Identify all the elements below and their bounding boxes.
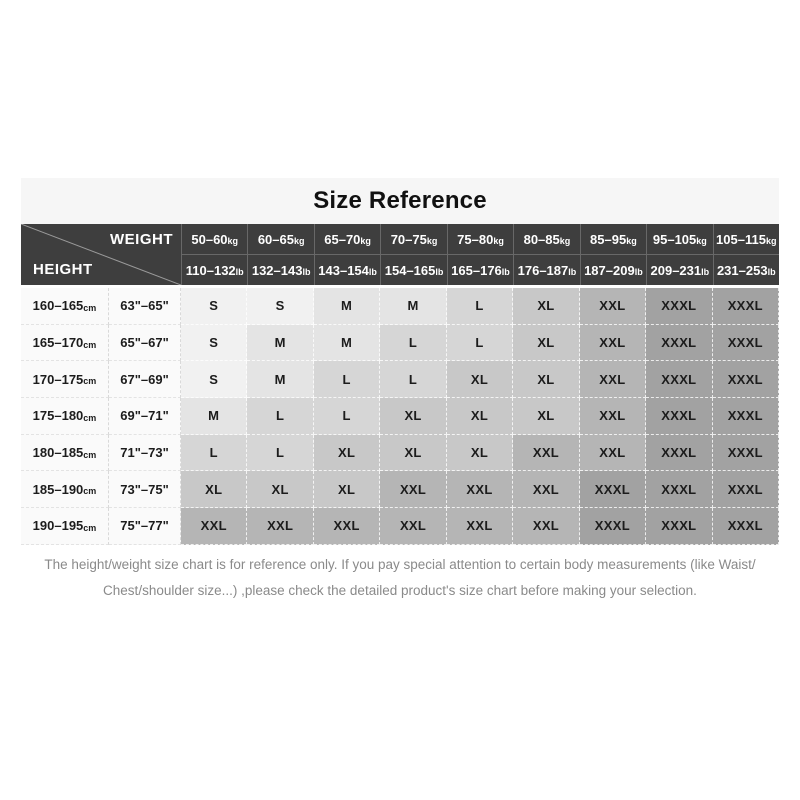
disclaimer-line-2: Chest/shoulder size...) ,please check the detailed product's size chart before making your selection. bbox=[103, 583, 697, 598]
size-cell: XL bbox=[447, 361, 513, 398]
size-cell: XXXL bbox=[713, 288, 779, 325]
height-inch-cell: 67"–69" bbox=[109, 361, 181, 398]
size-cell: XXL bbox=[447, 508, 513, 545]
size-cell: L bbox=[247, 398, 313, 435]
size-cell: XXXL bbox=[713, 325, 779, 362]
disclaimer-text bbox=[0, 552, 800, 604]
size-cell: M bbox=[314, 325, 380, 362]
size-cell: XL bbox=[513, 288, 579, 325]
size-cell: XL bbox=[380, 435, 446, 472]
size-cell: XXL bbox=[580, 398, 646, 435]
size-cell: XXL bbox=[580, 435, 646, 472]
size-cell: XL bbox=[247, 471, 313, 508]
height-axis-label: HEIGHT bbox=[33, 261, 93, 278]
table-body bbox=[21, 288, 779, 545]
height-cm-cell: 165–170 cm bbox=[21, 325, 109, 362]
weight-lb-header: 231–253 lb bbox=[713, 255, 779, 285]
weight-kg-header: 85–95 kg bbox=[580, 224, 646, 255]
size-cell: XL bbox=[380, 398, 446, 435]
page-title: Size Reference bbox=[313, 187, 487, 214]
size-cell: XXL bbox=[380, 508, 446, 545]
height-inch-cell: 69"–71" bbox=[109, 398, 181, 435]
size-cell: XL bbox=[513, 398, 579, 435]
size-cell: S bbox=[181, 325, 247, 362]
size-cell: M bbox=[247, 361, 313, 398]
weight-lb-header: 165–176 lb bbox=[447, 255, 513, 285]
weight-kg-header: 70–75 kg bbox=[380, 224, 446, 255]
weight-kg-header: 80–85 kg bbox=[513, 224, 579, 255]
size-cell: XL bbox=[513, 325, 579, 362]
size-cell: XXXL bbox=[646, 508, 712, 545]
size-cell: XXL bbox=[580, 288, 646, 325]
height-inch-cell: 63"–65" bbox=[109, 288, 181, 325]
size-cell: XXXL bbox=[646, 471, 712, 508]
weight-lb-header: 154–165 lb bbox=[380, 255, 446, 285]
weight-lb-header: 187–209 lb bbox=[580, 255, 646, 285]
size-cell: S bbox=[247, 288, 313, 325]
size-cell: L bbox=[314, 398, 380, 435]
weight-lb-header: 143–154 lb bbox=[314, 255, 380, 285]
size-cell: XXXL bbox=[713, 435, 779, 472]
size-cell: XXXL bbox=[713, 508, 779, 545]
size-cell: XXL bbox=[247, 508, 313, 545]
height-cm-cell: 190–195 cm bbox=[21, 508, 109, 545]
size-cell: M bbox=[181, 398, 247, 435]
size-cell: L bbox=[447, 288, 513, 325]
height-cm-cell: 175–180 cm bbox=[21, 398, 109, 435]
size-cell: XL bbox=[314, 471, 380, 508]
weight-kg-header: 50–60 kg bbox=[181, 224, 247, 255]
size-cell: XXL bbox=[513, 435, 579, 472]
size-cell: L bbox=[181, 435, 247, 472]
size-cell: XL bbox=[447, 435, 513, 472]
size-cell: M bbox=[380, 288, 446, 325]
size-chart bbox=[21, 178, 779, 545]
weight-axis-label: WEIGHT bbox=[110, 231, 173, 248]
corner-cell bbox=[21, 224, 181, 285]
size-cell: XXXL bbox=[646, 288, 712, 325]
size-cell: XXL bbox=[513, 471, 579, 508]
size-cell: XXXL bbox=[646, 325, 712, 362]
size-cell: M bbox=[314, 288, 380, 325]
size-cell: XXL bbox=[513, 508, 579, 545]
size-cell: XXL bbox=[447, 471, 513, 508]
size-cell: M bbox=[247, 325, 313, 362]
weight-kg-header: 65–70 kg bbox=[314, 224, 380, 255]
weight-lb-header: 176–187 lb bbox=[513, 255, 579, 285]
size-cell: S bbox=[181, 361, 247, 398]
size-cell: S bbox=[181, 288, 247, 325]
size-cell: L bbox=[314, 361, 380, 398]
size-cell: XXXL bbox=[713, 361, 779, 398]
size-cell: XXL bbox=[580, 361, 646, 398]
height-cm-cell: 180–185 cm bbox=[21, 435, 109, 472]
size-cell: XL bbox=[181, 471, 247, 508]
height-inch-cell: 71"–73" bbox=[109, 435, 181, 472]
size-cell: XXXL bbox=[580, 471, 646, 508]
weight-kg-header: 95–105 kg bbox=[646, 224, 712, 255]
size-cell: L bbox=[380, 325, 446, 362]
height-cm-cell: 160–165 cm bbox=[21, 288, 109, 325]
size-cell: XXXL bbox=[713, 398, 779, 435]
size-cell: XXXL bbox=[713, 471, 779, 508]
weight-kg-header: 105–115 kg bbox=[713, 224, 779, 255]
size-cell: XL bbox=[314, 435, 380, 472]
weight-lb-header: 209–231 lb bbox=[646, 255, 712, 285]
size-cell: L bbox=[380, 361, 446, 398]
size-cell: XXL bbox=[580, 325, 646, 362]
height-cm-cell: 170–175 cm bbox=[21, 361, 109, 398]
size-cell: L bbox=[447, 325, 513, 362]
size-cell: L bbox=[247, 435, 313, 472]
size-cell: XL bbox=[447, 398, 513, 435]
weight-kg-header: 75–80 kg bbox=[447, 224, 513, 255]
weight-kg-header: 60–65 kg bbox=[247, 224, 313, 255]
size-cell: XXL bbox=[181, 508, 247, 545]
table-header bbox=[21, 224, 779, 285]
size-cell: XXL bbox=[380, 471, 446, 508]
weight-lb-header: 132–143 lb bbox=[247, 255, 313, 285]
height-cm-cell: 185–190 cm bbox=[21, 471, 109, 508]
weight-lb-header: 110–132 lb bbox=[181, 255, 247, 285]
size-cell: XXXL bbox=[646, 361, 712, 398]
size-cell: XL bbox=[513, 361, 579, 398]
size-cell: XXXL bbox=[646, 398, 712, 435]
height-inch-cell: 65"–67" bbox=[109, 325, 181, 362]
size-cell: XXL bbox=[314, 508, 380, 545]
title-band bbox=[21, 178, 779, 224]
height-inch-cell: 73"–75" bbox=[109, 471, 181, 508]
disclaimer-line-1: The height/weight size chart is for reference only. If you pay special attention to certain body measurements (like Waist/ bbox=[44, 557, 756, 572]
size-cell: XXXL bbox=[646, 435, 712, 472]
size-cell: XXXL bbox=[580, 508, 646, 545]
height-inch-cell: 75"–77" bbox=[109, 508, 181, 545]
